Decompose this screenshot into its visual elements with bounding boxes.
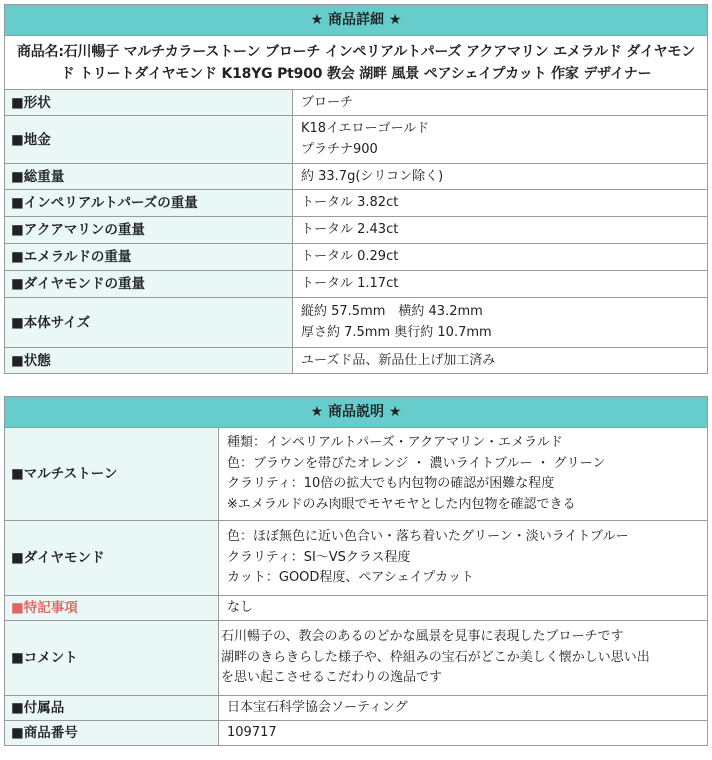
value-topaz-weight: トータル 3.82ct [293,190,708,217]
value-multistone: 種類：インペリアルトパーズ・アクアマリン・エメラルド 色：ブラウンを帯びたオレンジ ・ 濃いライトブルー ・ グリーン クラリティ：10倍の拡大でも内包物の確認が困難な程度 ※エメラルドのみ肉眼でモヤモヤとした内包物を確認できる [219,428,708,521]
label-special-notes: ■特記事項 [5,596,219,621]
value-shape: ブローチ [293,90,708,116]
value-aquamarine-weight: トータル 2.43ct [293,217,708,244]
label-accessories: ■付属品 [5,696,219,721]
value-emerald-weight: トータル 0.29ct [293,244,708,271]
product-details-table [4,4,708,374]
value-metal: K18イエローゴールド プラチナ900 [293,116,708,164]
label-multistone: ■マルチストーン [5,428,219,521]
label-product-number: ■商品番号 [5,721,219,746]
label-total-weight: ■総重量 [5,164,293,190]
label-aquamarine-weight: ■アクアマリンの重量 [5,217,293,244]
value-condition: ユーズド品、新品仕上げ加工済み [293,348,708,374]
label-condition: ■状態 [5,348,293,374]
value-body-size: 縦約 57.5mm 横約 43.2mm 厚さ約 7.5mm 奥行約 10.7mm [293,298,708,348]
value-product-number: 109717 [219,721,708,746]
label-emerald-weight: ■エメラルドの重量 [5,244,293,271]
details-header: ★ 商品詳細 ★ [5,5,708,36]
label-diamond: ■ダイヤモンド [5,521,219,596]
label-metal: ■地金 [5,116,293,164]
value-special-notes: なし [219,596,708,621]
label-diamond-weight: ■ダイヤモンドの重量 [5,271,293,298]
value-diamond-weight: トータル 1.17ct [293,271,708,298]
value-diamond: 色：ほぼ無色に近い色合い・落ち着いたグリーン・淡いライトブルー クラリティ：SI～VSクラス程度 カット：GOOD程度、ペアシェイプカット [219,521,708,596]
label-comment: ■コメント [5,621,219,696]
label-body-size: ■本体サイズ [5,298,293,348]
description-header: ★ 商品説明 ★ [5,397,708,428]
product-description-table [4,396,708,746]
label-topaz-weight: ■インペリアルトパーズの重量 [5,190,293,217]
value-comment: 石川暢子の、教会のあるのどかな風景を見事に表現したブローチです 湖畔のきらきらした様子や、枠組みの宝石がどこか美しく懐かしい思い出 を思い起こさせるこだわりの逸品です [219,621,708,696]
product-name: 商品名:石川暢子 マルチカラーストーン ブローチ インペリアルトパーズ アクアマリン エメラルド ダイヤモンド トリートダイヤモンド K18YG Pt900 教会 湖畔 風景 ペアシェイプカット 作家 デザイナー [5,36,708,90]
label-shape: ■形状 [5,90,293,116]
value-accessories: 日本宝石科学協会ソーティング [219,696,708,721]
value-total-weight: 約 33.7g(シリコン除く) [293,164,708,190]
